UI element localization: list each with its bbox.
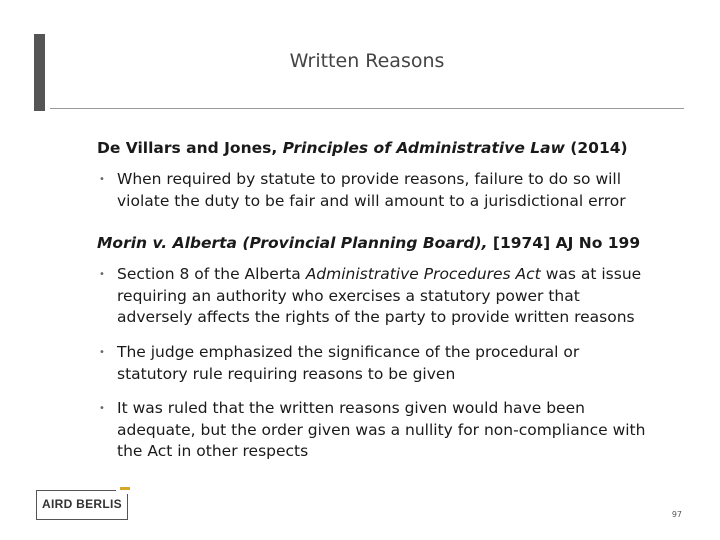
slide-content [97, 137, 654, 476]
heading-case-italic: Morin v. Alberta (Provincial Planning Board), [97, 234, 488, 253]
bullet-act-italic: Administrative Procedures Act [305, 265, 541, 284]
title-accent-bar [34, 34, 45, 111]
page-number: 97 [671, 510, 682, 519]
bullet-icon: • [99, 346, 105, 358]
heading-text: De Villars and Jones, [97, 139, 283, 157]
bullet-text: It was ruled that the written reasons given would have been adequate, but the order given was a nullity for non-compliance with the Act in other respects [117, 399, 646, 461]
logo-text: AIRD BERLIS [42, 497, 122, 511]
bullet-text: was at issue requiring an authority who exercises a statutory power that adversely affects the rights of the party to provide written reasons [117, 265, 642, 327]
bullet-text: The judge emphasized the significance of the procedural or statutory rule requiring reasons to be given [117, 342, 580, 383]
list-item [97, 342, 654, 385]
aird-berlis-logo [36, 490, 128, 520]
section-heading-devillars [97, 137, 654, 159]
section-heading-morin [97, 232, 654, 254]
heading-citation: [1974] AJ No 199 [487, 234, 641, 253]
list-item [97, 264, 654, 329]
bullet-text: Section 8 of the Alberta [117, 265, 306, 284]
logo-accent-mark [120, 487, 130, 490]
slide-title: Written Reasons [289, 50, 445, 72]
bullet-text: When required by statute to provide reasons, failure to do so will violate the duty to be fair and will amount to a jurisdictional error [117, 170, 626, 210]
bullet-icon: • [99, 174, 105, 185]
heading-title-italic: Principles of Administrative Law [282, 139, 565, 157]
bullet-icon: • [99, 403, 105, 415]
heading-year: (2014) [564, 139, 628, 157]
list-item [97, 169, 654, 212]
list-item [97, 398, 654, 463]
bullet-icon: • [99, 269, 105, 281]
title-divider [50, 108, 684, 109]
